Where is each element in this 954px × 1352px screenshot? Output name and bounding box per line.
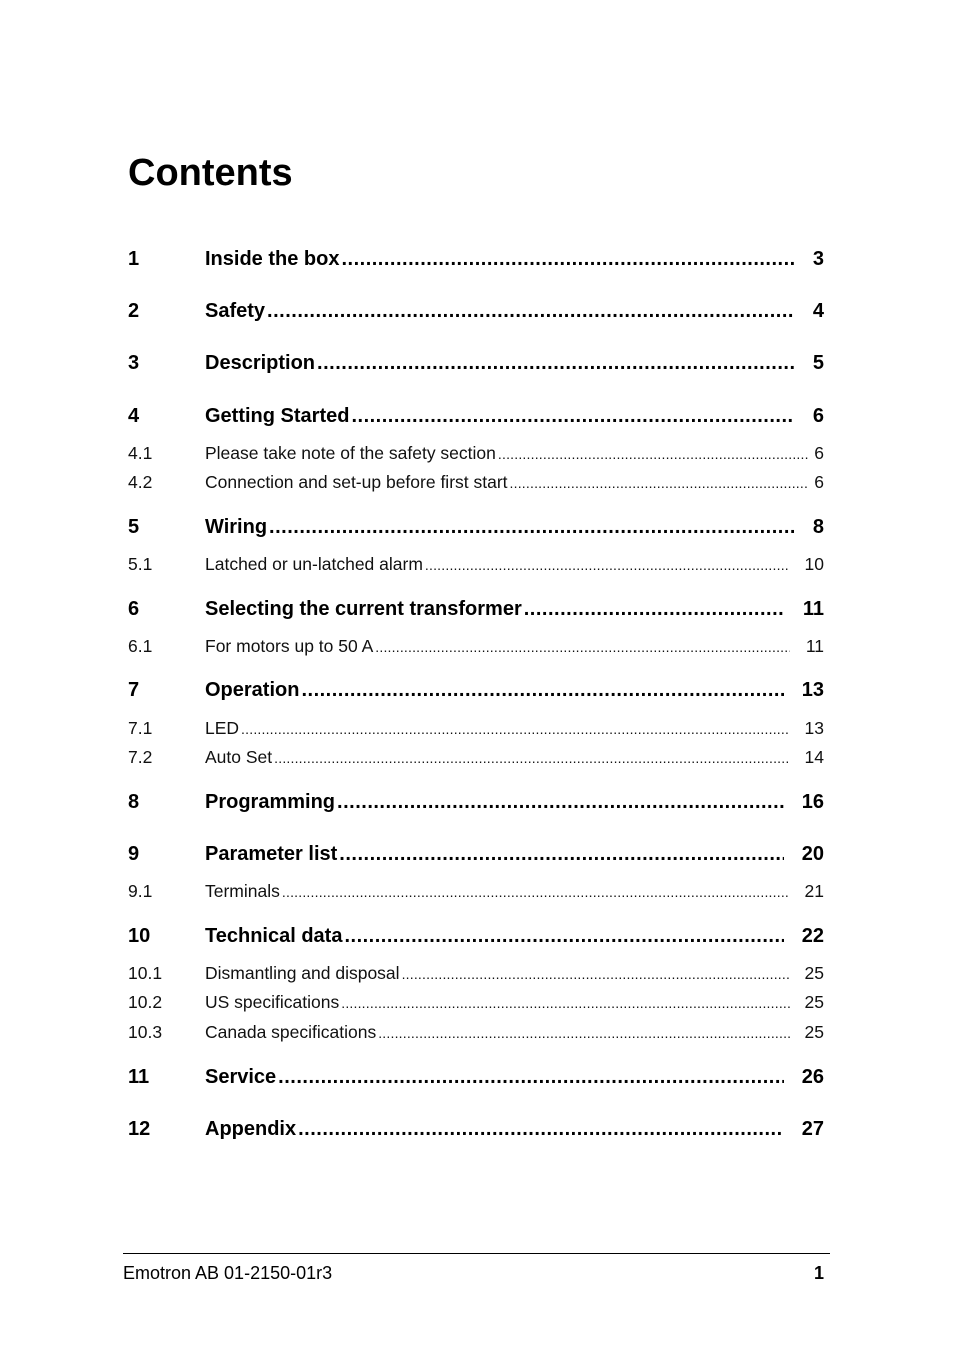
- toc-entry-title: Dismantling and disposal: [205, 963, 400, 983]
- toc-entry-page: 21: [804, 881, 824, 901]
- toc-entry-title: Auto Set: [205, 747, 273, 767]
- toc-entry-title: Description: [205, 352, 316, 374]
- toc-entry-page: 13: [804, 718, 824, 738]
- toc-entry-title: Service: [205, 1066, 277, 1088]
- toc-entry-title: Operation: [205, 679, 300, 701]
- dot-leader: [301, 677, 784, 703]
- toc-entry[interactable]: [128, 403, 824, 429]
- toc-entry-page: 11: [805, 636, 824, 656]
- toc-entry[interactable]: [128, 298, 824, 324]
- toc-entry-page: 8: [812, 516, 824, 538]
- toc-entry-page: 27: [801, 1118, 824, 1140]
- dot-leader: [351, 403, 794, 429]
- dot-leader: [298, 1116, 784, 1142]
- dot-leader: [524, 596, 784, 622]
- footer-divider: [123, 1253, 830, 1254]
- toc-entry-title: US specifications: [205, 992, 340, 1012]
- toc-entry-number: 3: [128, 352, 140, 374]
- toc-entry-title: Canada specifications: [205, 1022, 377, 1042]
- dot-leader: [278, 1064, 784, 1090]
- toc-entry-page: 25: [804, 963, 824, 983]
- toc-entry-page: 25: [804, 992, 824, 1012]
- toc-entry-page: 11: [802, 598, 824, 620]
- toc-subentry[interactable]: [128, 961, 824, 985]
- toc-subentry[interactable]: [128, 990, 824, 1014]
- toc-entry-number: 5.1: [128, 554, 153, 574]
- toc-entry-number: 9: [128, 843, 140, 865]
- dot-leader: [341, 991, 790, 1015]
- toc-entry-title: Latched or un-latched alarm: [205, 554, 423, 574]
- toc-subentry[interactable]: [128, 470, 824, 494]
- toc-entry-title: Technical data: [205, 925, 343, 947]
- toc-subentry[interactable]: [128, 552, 824, 576]
- toc-entry[interactable]: [128, 350, 824, 376]
- toc-entry-number: 9.1: [128, 881, 153, 901]
- dot-leader: [341, 246, 794, 272]
- toc-entry[interactable]: [128, 1116, 824, 1142]
- toc-entry-title: Parameter list: [205, 843, 338, 865]
- toc-entry[interactable]: [128, 789, 824, 815]
- footer-document-id: Emotron AB 01-2150-01r3: [123, 1263, 333, 1283]
- toc-entry-title: Getting Started: [205, 405, 350, 427]
- toc-entry-number: 10.3: [128, 1022, 163, 1042]
- toc-entry-title: Selecting the current transformer: [205, 598, 522, 620]
- toc-entry-number: 10.2: [128, 992, 163, 1012]
- toc-entry-page: 26: [801, 1066, 824, 1088]
- page-title: Contents: [128, 152, 293, 194]
- toc-entry-number: 6.1: [128, 636, 153, 656]
- toc-entry-title: Wiring: [205, 516, 268, 538]
- toc-entry-number: 4.1: [128, 443, 153, 463]
- dot-leader: [269, 514, 794, 540]
- toc-entry-number: 5: [128, 516, 140, 538]
- toc-entry-page: 10: [804, 554, 824, 574]
- toc-entry-title: Inside the box: [205, 248, 340, 270]
- toc-entry-number: 7: [128, 679, 140, 701]
- toc-entry[interactable]: [128, 514, 824, 540]
- dot-leader: [498, 442, 808, 466]
- dot-leader: [317, 350, 794, 376]
- dot-leader: [402, 962, 790, 986]
- toc-entry-number: 11: [128, 1066, 150, 1088]
- toc-entry[interactable]: [128, 596, 824, 622]
- toc-entry-title: Please take note of the safety section: [205, 443, 496, 463]
- dot-leader: [510, 471, 808, 495]
- toc-entry-page: 22: [801, 925, 824, 947]
- toc-entry-number: 7.2: [128, 747, 153, 767]
- toc-entry-page: 13: [801, 679, 824, 701]
- toc-entry-number: 8: [128, 791, 140, 813]
- toc-entry-number: 10: [128, 925, 151, 947]
- toc-entry[interactable]: [128, 841, 824, 867]
- toc-entry-number: 4.2: [128, 472, 153, 492]
- footer-page-number: 1: [813, 1263, 824, 1283]
- toc-entry-page: 5: [812, 352, 824, 374]
- toc-entry-page: 14: [804, 747, 824, 767]
- toc-entry-page: 6: [812, 405, 824, 427]
- dot-leader: [375, 635, 790, 659]
- toc-entry-page: 3: [812, 248, 824, 270]
- toc-entry-page: 25: [804, 1022, 824, 1042]
- toc-entry-number: 6: [128, 598, 140, 620]
- dot-leader: [378, 1021, 790, 1045]
- toc-entry-page: 16: [801, 791, 824, 813]
- dot-leader: [339, 841, 784, 867]
- toc-entry-page: 6: [814, 443, 824, 463]
- dot-leader: [425, 553, 790, 577]
- toc-subentry[interactable]: [128, 634, 824, 658]
- toc-subentry[interactable]: [128, 716, 824, 740]
- toc-entry-page: 4: [812, 300, 824, 322]
- toc-entry-title: LED: [205, 718, 240, 738]
- toc-entry-title: Programming: [205, 791, 336, 813]
- dot-leader: [337, 789, 784, 815]
- toc-entry-number: 4: [128, 405, 140, 427]
- dot-leader: [282, 880, 790, 904]
- toc-entry-number: 7.1: [128, 718, 153, 738]
- toc-entry-title: Terminals: [205, 881, 280, 901]
- toc-entry[interactable]: [128, 1064, 824, 1090]
- toc-entry-number: 10.1: [128, 963, 163, 983]
- toc-subentry[interactable]: [128, 745, 824, 769]
- dot-leader: [274, 746, 790, 770]
- toc-subentry[interactable]: [128, 879, 824, 903]
- toc-entry-page: 6: [814, 472, 824, 492]
- toc-entry-title: Connection and set-up before first start: [205, 472, 508, 492]
- dot-leader: [241, 717, 790, 741]
- toc-entry[interactable]: [128, 677, 824, 703]
- toc-entry-title: Appendix: [205, 1118, 297, 1140]
- toc-entry[interactable]: [128, 923, 824, 949]
- toc-entry-number: 12: [128, 1118, 151, 1140]
- dot-leader: [344, 923, 784, 949]
- toc-subentry[interactable]: [128, 441, 824, 465]
- toc-entry-page: 20: [801, 843, 824, 865]
- dot-leader: [267, 298, 794, 324]
- toc-entry-number: 2: [128, 300, 140, 322]
- toc-entry-title: For motors up to 50 A: [205, 636, 374, 656]
- toc-entry-title: Safety: [205, 300, 266, 322]
- toc-entry[interactable]: [128, 246, 824, 272]
- toc-subentry[interactable]: [128, 1020, 824, 1044]
- toc-entry-number: 1: [128, 248, 140, 270]
